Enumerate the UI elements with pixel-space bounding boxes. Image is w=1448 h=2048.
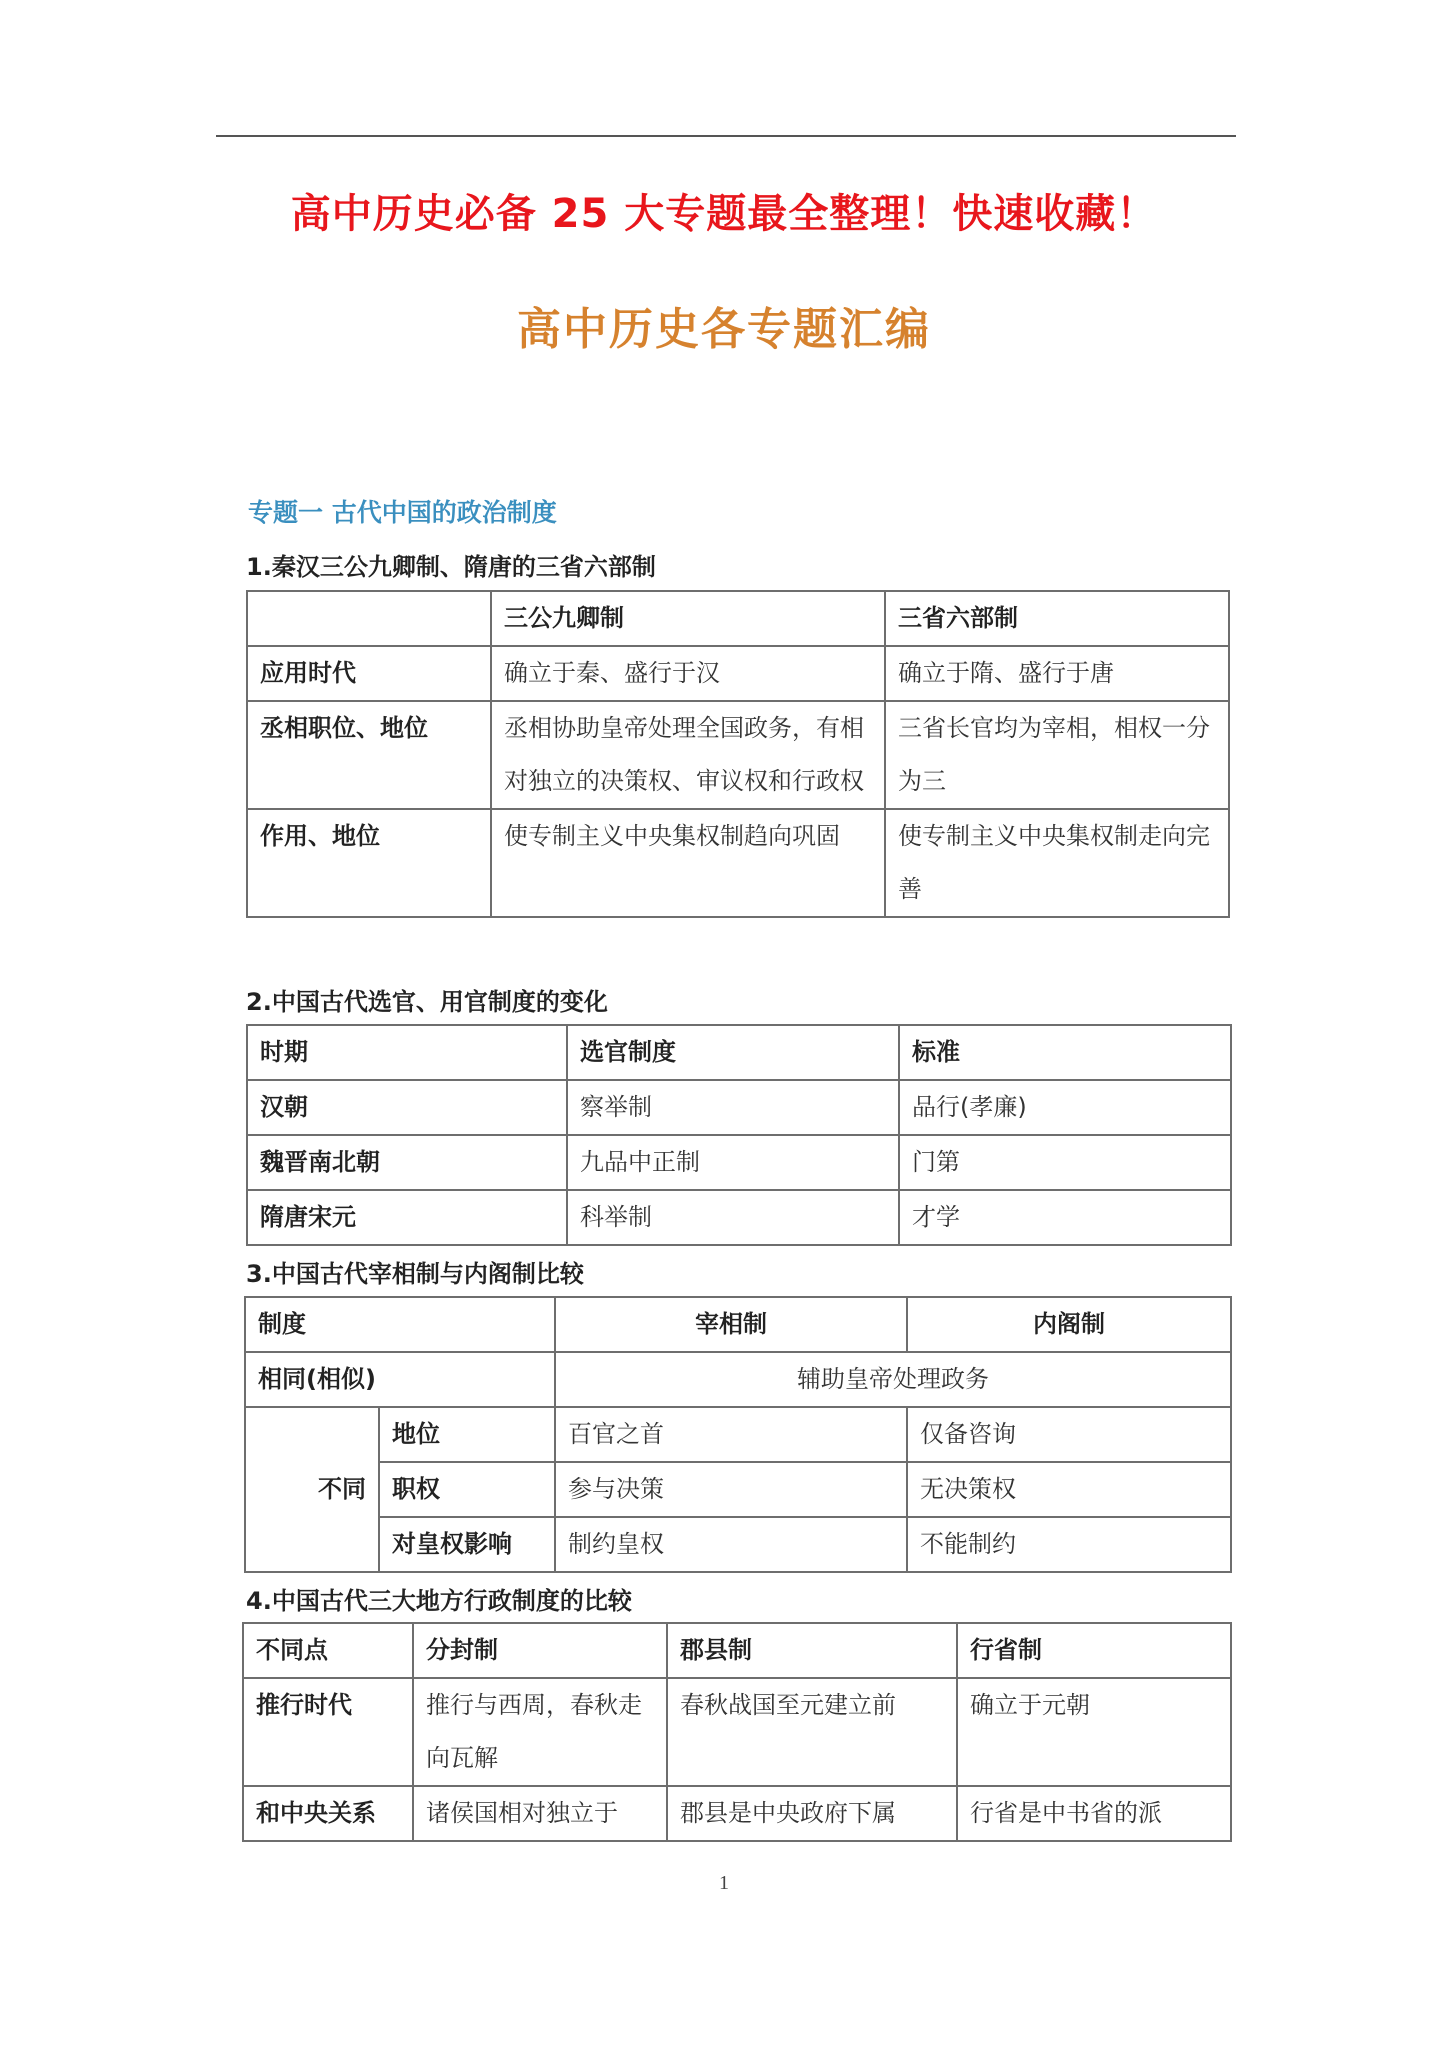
header-cell: 行省制 <box>957 1623 1231 1678</box>
topic-heading: 专题一 古代中国的政治制度 <box>248 498 557 527</box>
table-cell: 春秋战国至元建立前 <box>667 1678 957 1786</box>
table-row <box>243 1786 1231 1841</box>
section4-table <box>242 1622 1232 1842</box>
header-cell: 三公九卿制 <box>491 591 885 646</box>
row-label: 隋唐宋元 <box>247 1190 567 1245</box>
table-cell: 仅备咨询 <box>907 1407 1231 1462</box>
page-number: 1 <box>719 1872 729 1894</box>
header-rule <box>216 135 1236 137</box>
table-cell: 辅助皇帝处理政务 <box>555 1352 1231 1407</box>
table-header-row <box>245 1297 1231 1352</box>
row-label: 作用、地位 <box>247 809 491 917</box>
main-title: 高中历史必备 25 大专题最全整理！快速收藏！ <box>290 191 1158 237</box>
section4-heading: 4.中国古代三大地方行政制度的比较 <box>246 1587 632 1615</box>
table-row <box>247 1190 1231 1245</box>
table-row <box>247 646 1229 701</box>
header-cell: 郡县制 <box>667 1623 957 1678</box>
table-cell: 诸侯国相对独立于 <box>413 1786 667 1841</box>
row-label: 和中央关系 <box>243 1786 413 1841</box>
table-cell: 不能制约 <box>907 1517 1231 1572</box>
section2-table <box>246 1024 1232 1246</box>
table-cell: 门第 <box>899 1135 1231 1190</box>
header-cell: 选官制度 <box>567 1025 899 1080</box>
section1-table <box>246 590 1230 918</box>
table-cell: 行省是中书省的派 <box>957 1786 1231 1841</box>
table-cell: 使专制主义中央集权制趋向巩固 <box>491 809 885 917</box>
header-cell: 时期 <box>247 1025 567 1080</box>
table-header-row <box>247 591 1229 646</box>
table-cell: 品行(孝廉) <box>899 1080 1231 1135</box>
table-cell: 丞相协助皇帝处理全国政务，有相对独立的决策权、审议权和行政权 <box>491 701 885 809</box>
header-cell: 分封制 <box>413 1623 667 1678</box>
header-cell: 标准 <box>899 1025 1231 1080</box>
header-cell: 制度 <box>245 1297 555 1352</box>
table-header-row <box>243 1623 1231 1678</box>
table-cell: 无决策权 <box>907 1462 1231 1517</box>
section2-heading: 2.中国古代选官、用官制度的变化 <box>246 988 608 1016</box>
table-cell: 使专制主义中央集权制走向完善 <box>885 809 1229 917</box>
header-cell: 三省六部制 <box>885 591 1229 646</box>
table-cell: 察举制 <box>567 1080 899 1135</box>
row-label: 汉朝 <box>247 1080 567 1135</box>
table-row <box>247 809 1229 917</box>
table-row <box>245 1352 1231 1407</box>
header-cell: 不同点 <box>243 1623 413 1678</box>
table-cell: 推行与西周，春秋走向瓦解 <box>413 1678 667 1786</box>
table-header-row <box>247 1025 1231 1080</box>
section3-heading: 3.中国古代宰相制与内阁制比较 <box>246 1260 584 1288</box>
sub-title: 高中历史各专题汇编 <box>517 304 931 355</box>
row-label: 地位 <box>379 1407 555 1462</box>
table-cell: 郡县是中央政府下属 <box>667 1786 957 1841</box>
table-row <box>245 1407 1231 1462</box>
table-row <box>247 1080 1231 1135</box>
table-row <box>247 1135 1231 1190</box>
table-cell: 确立于隋、盛行于唐 <box>885 646 1229 701</box>
row-label: 应用时代 <box>247 646 491 701</box>
table-cell: 制约皇权 <box>555 1517 907 1572</box>
table-row <box>247 701 1229 809</box>
section3-table <box>244 1296 1232 1573</box>
row-group-label: 不同 <box>245 1407 379 1572</box>
table-row <box>243 1678 1231 1786</box>
row-label: 丞相职位、地位 <box>247 701 491 809</box>
header-cell: 内阁制 <box>907 1297 1231 1352</box>
row-label: 对皇权影响 <box>379 1517 555 1572</box>
table-cell: 才学 <box>899 1190 1231 1245</box>
row-label: 推行时代 <box>243 1678 413 1786</box>
table-cell: 百官之首 <box>555 1407 907 1462</box>
table-cell: 九品中正制 <box>567 1135 899 1190</box>
table-cell: 确立于元朝 <box>957 1678 1231 1786</box>
table-row <box>245 1517 1231 1572</box>
table-cell: 科举制 <box>567 1190 899 1245</box>
table-cell: 确立于秦、盛行于汉 <box>491 646 885 701</box>
section1-heading: 1.秦汉三公九卿制、隋唐的三省六部制 <box>246 553 656 581</box>
header-cell <box>247 591 491 646</box>
row-label: 魏晋南北朝 <box>247 1135 567 1190</box>
table-cell: 参与决策 <box>555 1462 907 1517</box>
row-label: 相同(相似) <box>245 1352 555 1407</box>
row-label: 职权 <box>379 1462 555 1517</box>
table-row <box>245 1462 1231 1517</box>
table-cell: 三省长官均为宰相，相权一分为三 <box>885 701 1229 809</box>
header-cell: 宰相制 <box>555 1297 907 1352</box>
